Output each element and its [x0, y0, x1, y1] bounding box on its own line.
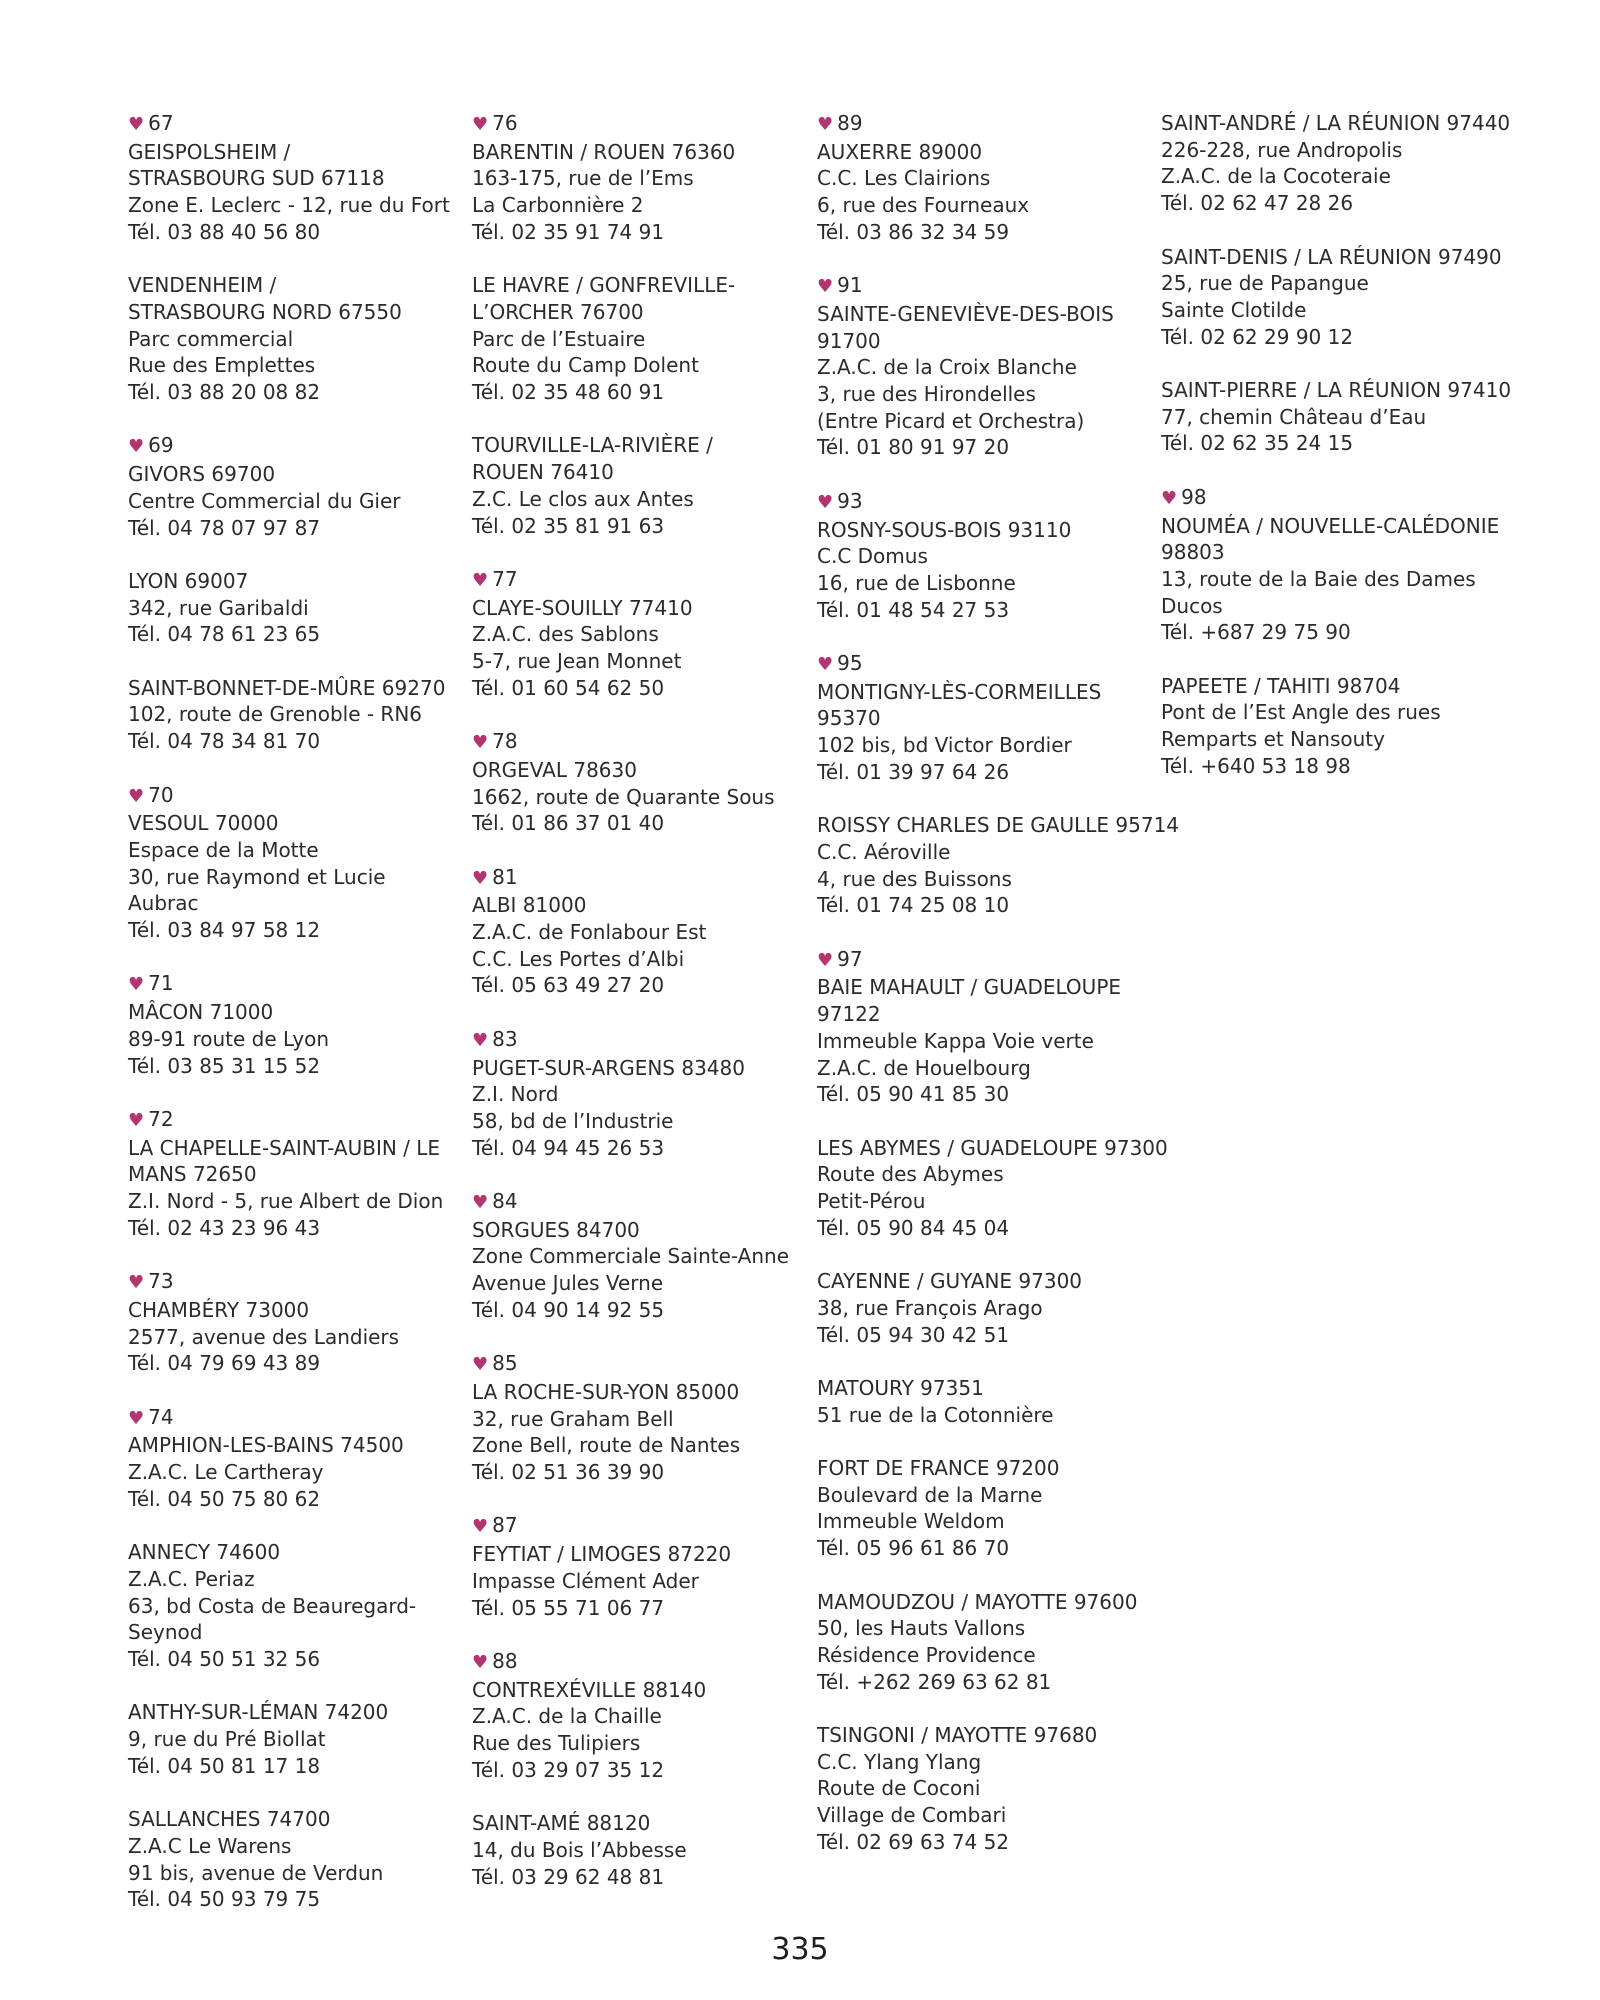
store-address-line: 5-7, rue Jean Monnet [472, 649, 682, 674]
heart-icon: ♥ [472, 1651, 489, 1673]
store-phone: Tél. 01 86 37 01 40 [472, 811, 665, 836]
store-address-line: 50, les Hauts Vallons [817, 1616, 1026, 1641]
directory-column-4 [1161, 110, 1541, 806]
store-city: BAIE MAHAULT / GUADELOUPE [817, 975, 1122, 1000]
store-address-line: Centre Commercial du Gier [128, 488, 401, 513]
department-number: 97 [837, 946, 863, 971]
store-address-line: 97122 [817, 1002, 881, 1027]
store-entry [817, 1589, 1152, 1696]
store-entry [1161, 673, 1541, 780]
store-address-line: 25, rue de Papangue [1161, 271, 1369, 296]
store-entry [472, 1648, 807, 1784]
heart-icon: ♥ [472, 114, 489, 135]
department-header [128, 970, 463, 999]
store-address-line: Immeuble Weldom [817, 1509, 1005, 1534]
heart-icon: ♥ [817, 276, 834, 298]
store-phone: Tél. 02 51 36 39 90 [472, 1460, 665, 1485]
store-phone: Tél. 04 78 61 23 65 [128, 622, 321, 647]
store-phone: Tél. 03 29 07 35 12 [472, 1757, 665, 1782]
store-address-line: C.C Domus [817, 544, 928, 569]
department-number: 91 [837, 273, 863, 298]
store-address-line: 9, rue du Pré Biollat [128, 1727, 326, 1752]
store-phone: Tél. 01 74 25 08 10 [817, 893, 1010, 918]
store-entry [817, 946, 1152, 1108]
store-entry [472, 110, 807, 246]
store-city: CAYENNE / GUYANE 97300 [817, 1269, 1083, 1294]
store-phone: Tél. 01 80 91 97 20 [817, 435, 1010, 460]
store-address-line: 2577, avenue des Landiers [128, 1324, 400, 1349]
store-address-line: STRASBOURG SUD 67118 [128, 166, 385, 191]
store-city: ALBI 81000 [472, 893, 587, 918]
store-city: LE HAVRE / GONFREVILLE- [472, 273, 736, 298]
store-city: LYON 69007 [128, 568, 249, 593]
store-address-line: 1662, route de Quarante Sous [472, 784, 775, 809]
store-address-line: Z.A.C. de la Cocoteraie [1161, 164, 1391, 189]
store-address-line: 32, rue Graham Bell [472, 1406, 674, 1431]
heart-icon: ♥ [817, 654, 834, 676]
store-address-line: C.C. Les Portes d’Albi [472, 946, 685, 971]
store-phone: Tél. 03 88 40 56 80 [128, 219, 321, 244]
store-phone: Tél. 05 63 49 27 20 [472, 973, 665, 998]
department-header [817, 946, 1152, 975]
store-phone: Tél. 02 35 48 60 91 [472, 380, 665, 405]
store-address-line: 4, rue des Buissons [817, 866, 1012, 891]
department-header [1161, 484, 1541, 513]
store-phone: Tél. 04 90 14 92 55 [472, 1297, 665, 1322]
store-address-line: 30, rue Raymond et Lucie [128, 864, 386, 889]
store-address-line: Avenue Jules Verne [472, 1271, 664, 1296]
store-address-line: 95370 [817, 706, 881, 731]
store-address-line: 77, chemin Château d’Eau [1161, 404, 1427, 429]
store-address-line: Impasse Clément Ader [472, 1568, 699, 1593]
heart-icon: ♥ [817, 491, 834, 513]
store-address-line: Z.A.C. Le Cartheray [128, 1460, 324, 1485]
store-address-line: Petit-Pérou [817, 1189, 926, 1214]
store-address-line: Route des Abymes [817, 1162, 1004, 1187]
heart-icon: ♥ [472, 1029, 489, 1051]
store-entry [128, 1806, 463, 1913]
store-city: PAPEETE / TAHITI 98704 [1161, 673, 1401, 698]
store-address-line: Z.A.C. des Sablons [472, 622, 659, 647]
store-city: TOURVILLE-LA-RIVIÈRE / [472, 433, 713, 458]
store-entry [472, 1026, 807, 1162]
store-entry [817, 812, 1180, 919]
store-city: MATOURY 97351 [817, 1375, 984, 1400]
store-address-line: Sainte Clotilde [1161, 297, 1307, 322]
department-number: 88 [492, 1648, 518, 1673]
store-phone: Tél. +640 53 18 98 [1161, 753, 1351, 778]
department-header [472, 1188, 807, 1217]
store-phone: Tél. 03 29 62 48 81 [472, 1864, 665, 1889]
store-entry [817, 1375, 1152, 1428]
store-city: SAINT-DENIS / LA RÉUNION 97490 [1161, 244, 1502, 269]
store-entry [128, 675, 463, 755]
store-address-line: Remparts et Nansouty [1161, 727, 1385, 752]
heart-icon: ♥ [128, 436, 145, 458]
store-city: ANTHY-SUR-LÉMAN 74200 [128, 1700, 389, 1725]
store-phone: Tél. 05 94 30 42 51 [817, 1322, 1010, 1347]
store-address-line: STRASBOURG NORD 67550 [128, 299, 402, 324]
store-phone: Tél. 02 35 91 74 91 [472, 219, 665, 244]
store-entry [472, 864, 807, 1000]
store-city: SALLANCHES 74700 [128, 1807, 331, 1832]
store-entry [817, 1135, 1168, 1242]
store-address-line: C.C. Ylang Ylang [817, 1749, 982, 1774]
store-address-line: 13, route de la Baie des Dames [1161, 566, 1476, 591]
store-city: SAINTE-GENEVIÈVE-DES-BOIS [817, 301, 1114, 326]
department-number: 83 [492, 1026, 518, 1051]
store-city: VESOUL 70000 [128, 811, 279, 836]
store-phone: Tél. 05 55 71 06 77 [472, 1595, 665, 1620]
store-address-line: Rue des Tulipiers [472, 1731, 641, 1756]
department-number: 73 [148, 1269, 174, 1294]
store-address-line: C.C. Aéroville [817, 839, 951, 864]
department-number: 74 [148, 1404, 174, 1429]
heart-icon: ♥ [472, 1354, 489, 1376]
store-address-line: 163-175, rue de l’Ems [472, 166, 694, 191]
store-entry [472, 728, 807, 837]
store-phone: Tél. 02 43 23 96 43 [128, 1215, 321, 1240]
store-address-line: Z.A.C. de la Chaille [472, 1704, 662, 1729]
store-city: ROISSY CHARLES DE GAULLE 95714 [817, 813, 1180, 838]
department-number: 93 [837, 488, 863, 513]
store-address-line: 89-91 route de Lyon [128, 1026, 330, 1051]
store-phone: Tél. 02 62 29 90 12 [1161, 324, 1354, 349]
heart-icon: ♥ [128, 974, 145, 996]
directory-column-1 [128, 110, 463, 1940]
store-phone: Tél. 04 50 75 80 62 [128, 1486, 321, 1511]
department-number: 84 [492, 1189, 518, 1214]
store-entry [128, 1404, 463, 1513]
department-number: 87 [492, 1513, 518, 1538]
store-city: MAMOUDZOU / MAYOTTE 97600 [817, 1589, 1138, 1614]
store-phone: Tél. +262 269 63 62 81 [817, 1669, 1052, 1694]
department-header [472, 566, 807, 595]
department-header [817, 488, 1152, 517]
store-city: LA CHAPELLE-SAINT-AUBIN / LE [128, 1135, 441, 1160]
store-city: AUXERRE 89000 [817, 139, 983, 164]
store-phone: Tél. 01 48 54 27 53 [817, 597, 1010, 622]
store-address-line: 14, du Bois l’Abbesse [472, 1837, 687, 1862]
department-number: 69 [148, 433, 174, 458]
department-header [128, 110, 463, 139]
heart-icon: ♥ [472, 867, 489, 889]
department-number: 85 [492, 1351, 518, 1376]
department-header [817, 650, 1152, 679]
store-address-line: Espace de la Motte [128, 837, 319, 862]
store-entry [128, 970, 463, 1079]
store-address-line: Pont de l’Est Angle des rues [1161, 700, 1441, 725]
store-entry [1161, 110, 1541, 217]
store-entry [817, 1455, 1152, 1562]
store-address-line: 102 bis, bd Victor Bordier [817, 733, 1072, 758]
store-phone: Tél. 04 50 51 32 56 [128, 1646, 321, 1671]
store-address-line: Immeuble Kappa Voie verte [817, 1028, 1094, 1053]
store-address-line: Aubrac [128, 891, 199, 916]
department-number: 67 [148, 111, 174, 135]
department-number: 89 [837, 111, 863, 135]
store-address-line: Parc commercial [128, 326, 294, 351]
department-header [128, 1404, 463, 1433]
store-phone: Tél. 04 78 34 81 70 [128, 729, 321, 754]
store-address-line: Village de Combari [817, 1803, 1007, 1828]
store-entry [472, 1350, 807, 1486]
department-header [128, 1106, 463, 1135]
page-number: 335 [771, 1932, 829, 1967]
store-entry [128, 1699, 463, 1779]
store-address-line: Z.A.C. de Houelbourg [817, 1055, 1031, 1080]
store-address-line: C.C. Les Clairions [817, 166, 991, 191]
store-entry [817, 650, 1152, 786]
heart-icon: ♥ [128, 785, 145, 807]
store-city: TSINGONI / MAYOTTE 97680 [817, 1723, 1098, 1748]
store-entry [817, 488, 1152, 624]
department-number: 95 [837, 651, 863, 676]
store-city: CLAYE-SOUILLY 77410 [472, 595, 693, 620]
store-city: PUGET-SUR-ARGENS 83480 [472, 1055, 745, 1080]
store-address-line: 98803 [1161, 540, 1225, 565]
department-number: 72 [148, 1106, 174, 1131]
store-address-line: Zone E. Leclerc - 12, rue du Fort [128, 193, 450, 218]
store-entry [472, 1188, 807, 1324]
heart-icon: ♥ [128, 1109, 145, 1131]
department-header [472, 864, 807, 893]
store-address-line: 58, bd de l’Industrie [472, 1108, 674, 1133]
store-address-line: Résidence Providence [817, 1642, 1036, 1667]
store-entry [817, 1722, 1152, 1856]
store-address-line: Route de Coconi [817, 1776, 981, 1801]
directory-column-2 [472, 110, 807, 1917]
store-entry [817, 272, 1152, 461]
department-header [817, 272, 1152, 301]
department-header [472, 1026, 807, 1055]
department-header [472, 110, 807, 139]
store-city: FEYTIAT / LIMOGES 87220 [472, 1542, 732, 1567]
store-entry [128, 568, 463, 648]
heart-icon: ♥ [817, 949, 834, 971]
store-city: SAINT-AMÉ 88120 [472, 1811, 651, 1836]
store-city: SAINT-PIERRE / LA RÉUNION 97410 [1161, 378, 1512, 402]
department-number: 98 [1181, 484, 1207, 509]
store-phone: Tél. 05 90 84 45 04 [817, 1215, 1010, 1240]
store-address-line: Seynod [128, 1620, 203, 1645]
store-city: GIVORS 69700 [128, 462, 276, 487]
store-city: MONTIGNY-LÈS-CORMEILLES [817, 679, 1102, 704]
store-address-line: Zone Commerciale Sainte-Anne [472, 1244, 790, 1269]
store-phone: Tél. 03 85 31 15 52 [128, 1053, 321, 1078]
department-header [472, 1512, 807, 1541]
store-entry [472, 432, 807, 539]
store-address-line: L’ORCHER 76700 [472, 299, 644, 324]
store-address-line: 102, route de Grenoble - RN6 [128, 702, 423, 727]
department-header [472, 1648, 807, 1677]
heart-icon: ♥ [472, 1516, 489, 1538]
store-entry [472, 272, 807, 406]
store-address-line: Zone Bell, route de Nantes [472, 1433, 741, 1458]
store-city: ANNECY 74600 [128, 1540, 281, 1565]
store-entry [128, 432, 463, 541]
store-phone: Tél. 03 88 20 08 82 [128, 380, 321, 405]
store-city: BARENTIN / ROUEN 76360 [472, 139, 736, 164]
store-city: SAINT-BONNET-DE-MÛRE 69270 [128, 675, 446, 700]
heart-icon: ♥ [1161, 487, 1178, 509]
store-entry [128, 1106, 463, 1242]
heart-icon: ♥ [472, 732, 489, 754]
store-address-line: 226-228, rue Andropolis [1161, 137, 1403, 162]
department-header [128, 1268, 463, 1297]
store-address-line: Boulevard de la Marne [817, 1482, 1043, 1507]
store-entry [128, 782, 463, 944]
store-entry [472, 1512, 807, 1621]
store-phone: Tél. 01 60 54 62 50 [472, 675, 665, 700]
store-address-line: La Carbonnière 2 [472, 193, 644, 218]
heart-icon: ♥ [817, 114, 834, 135]
store-city: ROSNY-SOUS-BOIS 93110 [817, 517, 1072, 542]
department-number: 71 [148, 971, 174, 996]
store-address-line: Parc de l’Estuaire [472, 326, 646, 351]
store-city: FORT DE FRANCE 97200 [817, 1456, 1060, 1481]
store-phone: Tél. 01 39 97 64 26 [817, 759, 1010, 784]
store-address-line: 6, rue des Fourneaux [817, 193, 1030, 218]
store-address-line: 91700 [817, 328, 881, 353]
store-phone: Tél. +687 29 75 90 [1161, 620, 1351, 645]
store-address-line: 51 rue de la Cotonnière [817, 1402, 1054, 1427]
store-entry [128, 1539, 463, 1673]
store-address-line: ROUEN 76410 [472, 460, 614, 485]
store-address-line: Rue des Emplettes [128, 353, 316, 378]
store-address-line: Z.C. Le clos aux Antes [472, 486, 694, 511]
store-entry [128, 110, 463, 246]
store-entry [1161, 484, 1541, 646]
store-phone: Tél. 04 50 93 79 75 [128, 1887, 321, 1912]
store-city: SORGUES 84700 [472, 1217, 640, 1242]
store-address-line: 3, rue des Hirondelles [817, 382, 1036, 407]
department-header [472, 728, 807, 757]
store-phone: Tél. 04 50 81 17 18 [128, 1753, 321, 1778]
department-header [128, 432, 463, 461]
directory-column-3 [817, 110, 1180, 1882]
department-number: 76 [492, 111, 518, 135]
store-city: LA ROCHE-SUR-YON 85000 [472, 1379, 740, 1404]
store-address-line: Route du Camp Dolent [472, 353, 699, 378]
heart-icon: ♥ [128, 1272, 145, 1294]
store-phone: Tél. 02 62 35 24 15 [1161, 431, 1354, 456]
store-city: CONTREXÉVILLE 88140 [472, 1677, 707, 1702]
store-address-line: Z.A.C. de Fonlabour Est [472, 920, 707, 945]
store-phone: Tél. 03 86 32 34 59 [817, 219, 1010, 244]
department-number: 81 [492, 864, 518, 889]
store-entry [1161, 244, 1541, 351]
store-phone: Tél. 04 79 69 43 89 [128, 1351, 321, 1376]
store-entry [472, 566, 807, 702]
store-phone: Tél. 02 62 47 28 26 [1161, 191, 1354, 216]
store-city: ORGEVAL 78630 [472, 757, 637, 782]
store-city: LES ABYMES / GUADELOUPE 97300 [817, 1135, 1168, 1160]
store-address-line: Z.A.C. de la Croix Blanche [817, 355, 1077, 380]
department-number: 77 [492, 566, 518, 591]
store-address-line: Ducos [1161, 593, 1223, 618]
store-address-line: (Entre Picard et Orchestra) [817, 408, 1085, 433]
heart-icon: ♥ [128, 1407, 145, 1429]
store-entry [128, 1268, 463, 1377]
store-city: SAINT-ANDRÉ / LA RÉUNION 97440 [1161, 111, 1511, 135]
store-address-line: 63, bd Costa de Beauregard- [128, 1593, 417, 1618]
department-number: 70 [148, 782, 174, 807]
heart-icon: ♥ [472, 1192, 489, 1214]
store-address-line: 38, rue François Arago [817, 1295, 1043, 1320]
store-entry [1161, 377, 1541, 457]
heart-icon: ♥ [472, 569, 489, 591]
store-entry [472, 1810, 807, 1890]
store-city: GEISPOLSHEIM / [128, 139, 291, 164]
store-phone: Tél. 02 69 63 74 52 [817, 1829, 1010, 1854]
department-header [817, 110, 1152, 139]
store-city: AMPHION-LES-BAINS 74500 [128, 1433, 404, 1458]
store-phone: Tél. 05 90 41 85 30 [817, 1082, 1010, 1107]
store-address-line: Z.A.C. Periaz [128, 1566, 255, 1591]
store-address-line: 342, rue Garibaldi [128, 595, 309, 620]
store-city: MÂCON 71000 [128, 1000, 274, 1025]
heart-icon: ♥ [128, 114, 145, 135]
store-city: VENDENHEIM / [128, 273, 277, 298]
store-address-line: Z.I. Nord [472, 1082, 559, 1107]
store-entry [128, 272, 463, 406]
store-address-line: 16, rue de Lisbonne [817, 570, 1016, 595]
store-phone: Tél. 04 94 45 26 53 [472, 1135, 665, 1160]
store-entry [817, 1268, 1152, 1348]
store-address-line: 91 bis, avenue de Verdun [128, 1860, 384, 1885]
department-header [472, 1350, 807, 1379]
store-address-line: Z.I. Nord - 5, rue Albert de Dion [128, 1189, 444, 1214]
store-city: NOUMÉA / NOUVELLE-CALÉDONIE [1161, 513, 1500, 538]
store-phone: Tél. 05 96 61 86 70 [817, 1536, 1010, 1561]
store-entry [817, 110, 1152, 246]
store-address-line: Z.A.C Le Warens [128, 1833, 292, 1858]
store-address-line: MANS 72650 [128, 1162, 257, 1187]
store-phone: Tél. 04 78 07 97 87 [128, 515, 321, 540]
department-header [128, 782, 463, 811]
store-city: CHAMBÉRY 73000 [128, 1297, 310, 1322]
store-phone: Tél. 02 35 81 91 63 [472, 513, 665, 538]
department-number: 78 [492, 729, 518, 754]
store-phone: Tél. 03 84 97 58 12 [128, 918, 321, 943]
